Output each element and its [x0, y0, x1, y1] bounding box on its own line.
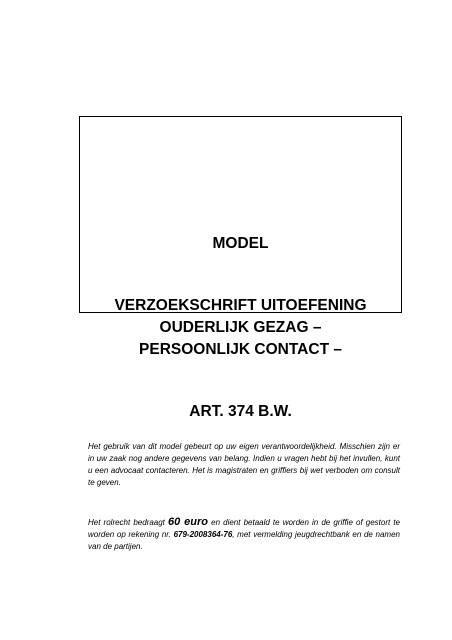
- fee-paragraph: [88, 516, 400, 553]
- fee-amount: 60 euro: [168, 516, 209, 528]
- fee-middle: en dient betaald te worden in de griffie of gestort te worden op rekening nr.: [88, 518, 401, 539]
- title-line-1: VERZOEKSCHRIFT UITOEFENING: [114, 297, 367, 314]
- article-reference: ART. 374 B.W.: [189, 403, 292, 420]
- title-line-2: OUDERLIJK GEZAG –: [159, 319, 322, 336]
- fee-intro: Het rolrecht bedraagt: [88, 518, 169, 527]
- disclaimer-paragraph: Het gebruik van dit model gebeurt op uw eigen verantwoordelijkheid. Misschien zijn er in uw zaak nog andere gegevens van belang. Indien u vragen hebt bij het invullen, kunt u een advocaat contacteren. Het is magistraten en griffiers bij wet verboden om consult te geven.: [88, 442, 400, 487]
- model-heading: MODEL: [212, 235, 269, 252]
- fee-outro: , met vermelding jeugdrechtbank en de namen van de partijen.: [88, 530, 400, 551]
- account-number: 679-2008364-76: [173, 530, 233, 539]
- title-frame: [79, 116, 402, 420]
- title-line-3: PERSOONLIJK CONTACT –: [139, 341, 342, 358]
